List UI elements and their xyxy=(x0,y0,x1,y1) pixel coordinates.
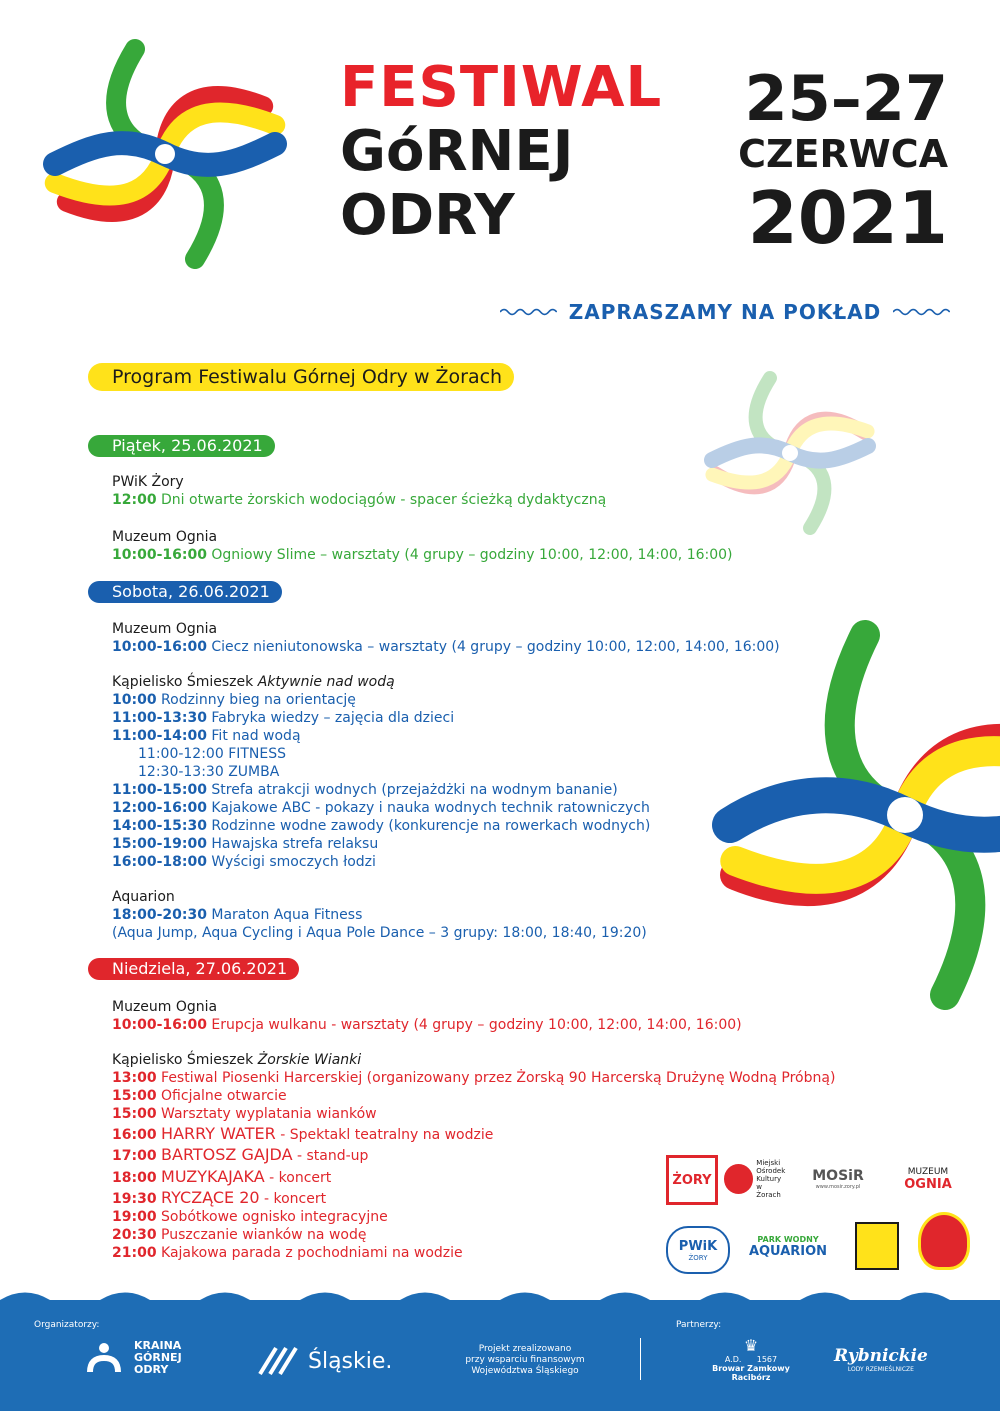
invite-text: ZAPRASZAMY NA POKŁAD xyxy=(568,300,882,324)
venue-muzeum-ognia: Muzeum Ognia xyxy=(112,621,218,637)
schedule-item: 13:00 Festiwal Piosenki Harcerskiej (organizowany przez Żorską 90 Harcerską Drużynę Wodną Próbną) xyxy=(112,1070,836,1086)
program-title: Program Festiwalu Górnej Odry w Żorach xyxy=(88,363,514,391)
schedule-item: 15:00-19:00 Hawajska strefa relaksu xyxy=(112,836,379,852)
date-month: CZERWCA xyxy=(738,132,948,176)
schedule-item xyxy=(112,638,780,656)
schedule-item: 12:00-16:00 Kajakowe ABC - pokazy i nauka wodnych technik ratowniczych xyxy=(112,800,650,816)
aquarion-logo: PARK WODNY AQUARION xyxy=(748,1235,828,1259)
festival-pinwheel-logo xyxy=(40,36,290,276)
organizers-label: Organizatorzy: xyxy=(34,1320,100,1330)
footer xyxy=(0,1300,1000,1411)
schedule-item: 14:00-15:30 Rodzinne wodne zawody (konkurencje na rowerkach wodnych) xyxy=(112,818,651,834)
schedule-item: 11:00-14:00 Fit nad wodą xyxy=(112,728,301,744)
wave-right-icon xyxy=(893,306,950,318)
event-text: Ogniowy Slime – warsztaty xyxy=(211,547,400,563)
date-year: 2021 xyxy=(747,176,948,260)
event-text: Ciecz nieniutonowska – warsztaty xyxy=(211,639,448,655)
event-time: 10:00-16:00 xyxy=(112,547,207,563)
schedule-subitem: 12:30-13:30 ZUMBA xyxy=(138,764,280,780)
festival-title-line1: FESTIWAL xyxy=(340,55,663,120)
kraina-gornej-odry-logo: KRAINA GÓRNEJ ODRY xyxy=(82,1336,182,1380)
pwik-logo: PWiK ŻORY xyxy=(666,1226,730,1274)
day-label-saturday: Sobota, 26.06.2021 xyxy=(88,581,282,603)
schedule-item: 18:00-20:30 Maraton Aqua Fitness xyxy=(112,907,363,923)
project-note: Projekt zrealizowano przy wsparciu finansowym Województwa Śląskiego xyxy=(465,1344,585,1376)
mosir-logo: MOSiR www.mosir.zory.pl xyxy=(812,1168,864,1190)
venue-name: Kąpielisko Śmieszek xyxy=(112,674,254,690)
day-label-sunday: Niedziela, 27.06.2021 xyxy=(88,958,299,980)
venue-muzeum-ognia: Muzeum Ognia xyxy=(112,999,218,1015)
schedule-item: 15:00 Oficjalne otwarcie xyxy=(112,1088,287,1104)
faded-pinwheel-decoration xyxy=(700,365,880,540)
mok-logo: Miejski Ośrodek Kultury w Żorach xyxy=(724,1158,788,1200)
schedule-item: 18:00 MUZYKAJAKA - koncert xyxy=(112,1167,332,1186)
festival-title-line2: GóRNEJ xyxy=(340,119,574,184)
event-time: 10:00-16:00 xyxy=(112,639,207,655)
event-note: (4 grupy – godziny 10:00, 12:00, 14:00, 16:00) xyxy=(451,639,780,655)
partners-label: Partnerzy: xyxy=(676,1320,722,1330)
fire-brigade-badge-icon xyxy=(918,1212,970,1270)
venue-kapielisko: Kąpielisko Śmieszek Żorskie Wianki xyxy=(112,1052,362,1068)
venue-kapielisko xyxy=(112,673,395,691)
large-pinwheel-decoration xyxy=(700,610,1000,1030)
schedule-item xyxy=(112,491,606,509)
schedule-item: 21:00 Kajakowa parada z pochodniami na wodzie xyxy=(112,1245,463,1261)
festival-title-line3: ODRY xyxy=(340,183,515,248)
schedule-item: 19:00 Sobótkowe ognisko integracyjne xyxy=(112,1209,388,1225)
schedule-item: 11:00-15:00 Strefa atrakcji wodnych (przejażdżki na wodnym bananie) xyxy=(112,782,618,798)
slaskie-logo: Śląskie. xyxy=(258,1346,392,1376)
schedule-item: 20:30 Puszczanie wianków na wodę xyxy=(112,1227,367,1243)
zory-logo: ŻORY xyxy=(666,1155,718,1205)
footer-divider xyxy=(640,1338,641,1380)
rybnickie-logo: Rybnickie LODY RZEMIEŚLNICZE xyxy=(834,1346,928,1373)
schedule-note: (Aqua Jump, Aqua Cycling i Aqua Pole Dance – 3 grupy: 18:00, 18:40, 19:20) xyxy=(112,925,647,941)
schedule-item: 10:00-16:00 Erupcja wulkanu - warsztaty (4 grupy – godziny 10:00, 12:00, 14:00, 16:00) xyxy=(112,1017,742,1033)
schedule-item: 16:00 HARRY WATER - Spektakl teatralny na wodzie xyxy=(112,1124,494,1143)
venue-pwik: PWiK Żory xyxy=(112,474,184,490)
browar-logo: ♛ A.D. 1567 Browar Zamkowy Racibórz xyxy=(696,1336,806,1382)
schedule-item: 15:00 Warsztaty wyplatania wianków xyxy=(112,1106,377,1122)
kraina-icon xyxy=(82,1336,126,1380)
mok-circle-icon xyxy=(724,1164,753,1194)
venue-aquarion: Aquarion xyxy=(112,889,175,905)
day-label-friday: Piątek, 25.06.2021 xyxy=(88,435,275,457)
schedule-item: 16:00-18:00 Wyścigi smoczych łodzi xyxy=(112,854,376,870)
muzeum-ognia-logo: MUZEUM OGNIA xyxy=(904,1166,952,1192)
schedule-item: 17:00 BARTOSZ GAJDA - stand-up xyxy=(112,1145,369,1164)
crown-icon: ♛ xyxy=(743,1336,759,1355)
schedule-item xyxy=(112,546,733,564)
event-note: (4 grupy – godziny 10:00, 12:00, 14:00, 16:00) xyxy=(404,547,733,563)
schedule-item: 19:30 RYCZĄCE 20 - koncert xyxy=(112,1188,327,1207)
schedule-item: 11:00-13:30 Fabryka wiedzy – zajęcia dla dzieci xyxy=(112,710,455,726)
event-text: Dni otwarte żorskich wodociągów - spacer ścieżką dydaktyczną xyxy=(161,492,607,508)
venue-muzeum-ognia: Muzeum Ognia xyxy=(112,529,218,545)
schedule-item: 10:00 Rodzinny bieg na orientację xyxy=(112,692,356,708)
date-range: 25–27 xyxy=(744,62,948,135)
event-time: 12:00 xyxy=(112,492,157,508)
invite-banner xyxy=(500,296,950,328)
slaskie-icon xyxy=(258,1346,298,1376)
harcerze-badge-icon xyxy=(855,1222,899,1270)
venue-subtitle: Aktywnie nad wodą xyxy=(257,674,395,690)
schedule-subitem: 11:00-12:00 FITNESS xyxy=(138,746,287,762)
wave-left-icon xyxy=(500,306,557,318)
